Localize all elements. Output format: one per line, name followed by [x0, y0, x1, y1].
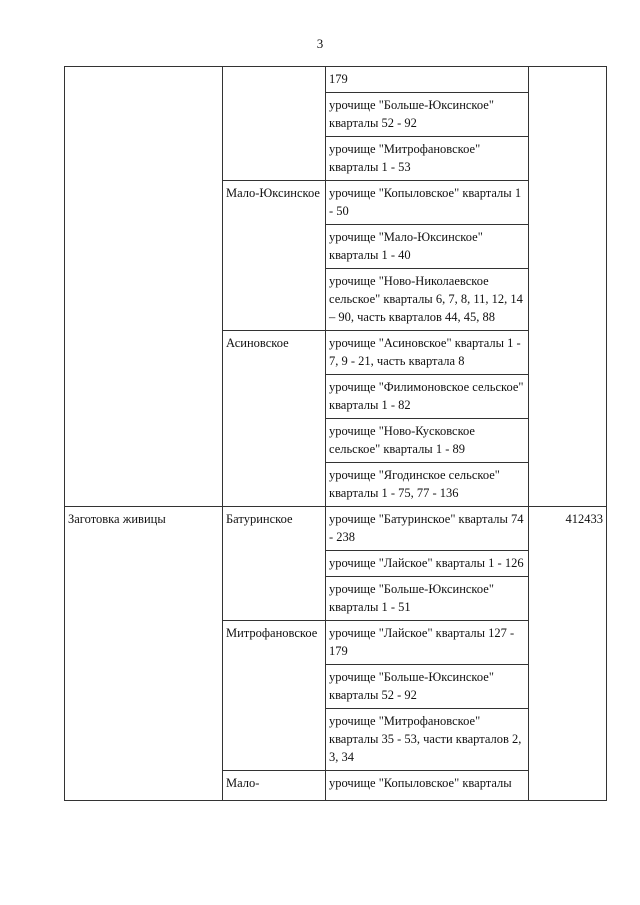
tract-cell: урочище "Мало-Юксинское" кварталы 1 - 40: [326, 225, 529, 269]
purpose-cell: [65, 67, 223, 507]
purpose-cell: Заготовка живицы: [65, 507, 223, 801]
tract-cell: урочище "Батуринское" кварталы 74 - 238: [326, 507, 529, 551]
table-body: [65, 67, 607, 801]
table-row: [65, 67, 607, 93]
tract-cell: урочище "Ново-Кусковское сельское" кварталы 1 - 89: [326, 419, 529, 463]
tract-cell: урочище "Больше-Юксинское" кварталы 52 - 92: [326, 93, 529, 137]
forestry-cell: Мало-: [223, 771, 326, 801]
tract-cell: урочище "Лайское" кварталы 127 - 179: [326, 621, 529, 665]
forestry-cell: Мало-Юксинское: [223, 181, 326, 331]
tract-cell: урочище "Митрофановское" кварталы 1 - 53: [326, 137, 529, 181]
forestry-cell: Митрофановское: [223, 621, 326, 771]
tract-cell: урочище "Митрофановское" кварталы 35 - 53, части кварталов 2, 3, 34: [326, 709, 529, 771]
table-row: [65, 507, 607, 551]
forestry-cell: Асиновское: [223, 331, 326, 507]
tract-cell: урочище "Асиновское" кварталы 1 - 7, 9 - 21, часть квартала 8: [326, 331, 529, 375]
tract-cell: урочище "Лайское" кварталы 1 - 126: [326, 551, 529, 577]
page-number: 3: [316, 36, 324, 51]
forestry-cell: [223, 67, 326, 181]
tract-cell: урочище "Копыловское" кварталы: [326, 771, 529, 801]
tract-cell: 179: [326, 67, 529, 93]
tract-cell: урочище "Ягодинское сельское" кварталы 1 - 75, 77 - 136: [326, 463, 529, 507]
tract-cell: урочище "Больше-Юксинское" кварталы 1 - 51: [326, 577, 529, 621]
tract-cell: урочище "Ново-Николаевское сельское" кварталы 6, 7, 8, 11, 12, 14 – 90, часть кварталов 44, 45, 88: [326, 269, 529, 331]
tract-cell: урочище "Копыловское" кварталы 1 - 50: [326, 181, 529, 225]
forest-use-table: [64, 66, 607, 801]
area-cell: [529, 67, 607, 507]
forestry-cell: Батуринское: [223, 507, 326, 621]
tract-cell: урочище "Больше-Юксинское" кварталы 52 - 92: [326, 665, 529, 709]
tract-cell: урочище "Филимоновское сельское" кварталы 1 - 82: [326, 375, 529, 419]
area-cell: 412433: [529, 507, 607, 801]
